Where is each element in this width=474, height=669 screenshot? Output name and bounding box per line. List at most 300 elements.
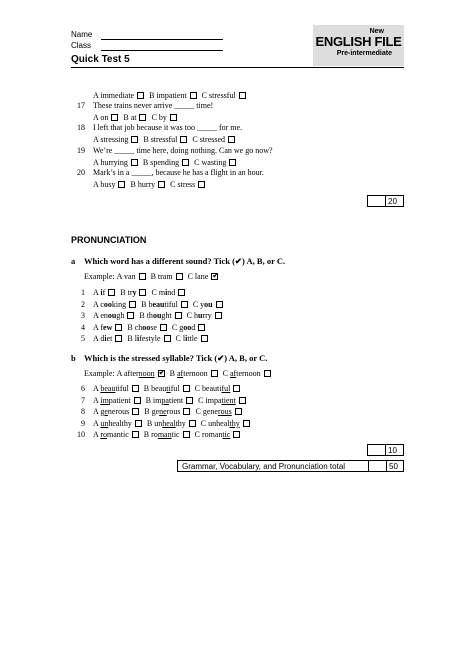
tick-box[interactable] [132,385,139,392]
question-number: 4 [81,322,85,332]
option[interactable] [93,300,138,310]
option-letter: B [142,158,151,167]
tick-box[interactable] [164,335,171,342]
header-rule [71,67,404,68]
pronunciation-score-total: 10 [388,446,397,455]
option[interactable] [117,369,167,379]
option[interactable] [198,396,248,406]
options [93,311,227,321]
option[interactable] [193,300,225,310]
option-word-highlight: i [165,288,168,297]
option-word: at [130,113,137,122]
option-letter: C [151,113,159,122]
option-stressed-syllable: beau [100,384,116,393]
option-stressed-syllable: ne [159,407,167,416]
option-letter: B [127,334,135,343]
option[interactable] [202,91,248,101]
tick-box[interactable] [183,385,190,392]
option[interactable] [187,311,224,321]
total-score-box [177,460,404,472]
tick-box[interactable] [182,159,189,166]
option-word: busy [100,180,116,189]
option[interactable] [151,272,185,282]
option[interactable] [151,288,187,298]
logo-line1: New [369,28,384,35]
options [93,384,245,394]
options-row [93,91,251,101]
option[interactable] [93,91,146,101]
tick-box[interactable] [178,289,185,296]
option-word-highlight: y [132,288,137,297]
option-stressed-syllable: tic [222,430,231,439]
option-word-part: ttle [187,334,198,343]
option-word-part: healthy [108,418,132,428]
option-letter: A [93,322,101,332]
option-word-part: nerous [107,407,130,416]
options-row [93,180,210,190]
option-letter: C [195,407,203,416]
option[interactable] [195,384,243,394]
option-letter: A [93,334,101,343]
option-letter: A [93,418,101,428]
option[interactable] [143,158,191,168]
option-word-highlight: i [104,334,107,343]
tick-box[interactable] [181,301,188,308]
option-letter: C [222,369,230,378]
option-letter: B [144,407,152,416]
option[interactable] [141,300,190,310]
option-stressed-syllable: ro [100,430,108,439]
question-number: 19 [77,146,85,155]
options-row [93,113,182,123]
tick-box[interactable] [198,324,205,331]
option[interactable] [194,158,238,168]
option-word-highlight: oo [183,322,192,332]
option-word-part: g [179,322,184,332]
option[interactable] [93,288,117,298]
option-word: impatient [156,91,187,100]
option-letter: C [186,311,194,320]
option-word-part: rous [166,407,181,416]
option-letter: C [170,180,178,189]
option-stressed-syllable: af [177,369,184,378]
question-text: Mark’s in a _____, because he has a flight in an hour. [93,168,264,177]
option-word-highlight: i [100,288,103,297]
option-word-part: d [191,322,196,332]
option[interactable] [147,419,198,429]
option-letter: B [123,113,131,122]
option[interactable] [93,419,144,429]
option-word-part: se [150,322,157,332]
options [93,407,247,417]
option-word-part: l [182,334,186,343]
options [93,419,255,429]
option[interactable] [143,135,189,145]
options [93,300,228,310]
option-letter: A [93,91,101,100]
option-stressed-syllable: pa [161,395,169,405]
option-word-part: im [152,395,162,405]
option-letter: B [143,135,151,144]
tick-box[interactable] [233,385,240,392]
tick-box[interactable] [129,301,136,308]
tick-box[interactable] [183,408,190,415]
option-letter: B [146,418,155,428]
option-word: stressing [100,135,129,144]
tick-box[interactable] [132,408,139,415]
options [93,288,190,298]
option[interactable] [188,272,221,282]
option[interactable] [170,369,220,379]
tick-box[interactable] [239,397,246,404]
option-letter: C [187,272,195,281]
option-word-part: ge [151,407,160,416]
option-word-part: ro [151,430,158,439]
option[interactable] [120,288,148,298]
option[interactable] [127,323,169,333]
option[interactable] [146,396,196,406]
option[interactable] [93,180,127,190]
option-word-part: roman [201,430,223,439]
tick-box[interactable] [201,335,208,342]
tick-box[interactable] [215,312,222,319]
option-letter: C [175,334,183,343]
total-score-input[interactable] [368,461,387,471]
tick-box[interactable] [115,335,122,342]
option-word-part: et [106,334,113,343]
option-word: hurrying [100,158,128,167]
option-word-part: ght [161,311,172,320]
option[interactable] [195,407,243,417]
tick-box[interactable] [176,273,183,280]
option-letter: C [151,288,159,297]
option-letter: B [149,91,157,100]
part-a-question: Which word has a different sound? Tick (✔) A, B, or C. [84,256,286,266]
option-word-part: gh [116,311,125,320]
option-word-highlight: ew [103,322,113,332]
option[interactable] [144,407,192,417]
option[interactable] [93,430,141,440]
option-letter: C [171,322,180,332]
tick-box[interactable] [175,312,182,319]
tick-box[interactable] [211,370,218,377]
tick-box[interactable] [134,397,141,404]
option-word-part: tic [171,430,180,439]
option-word-part: van [124,272,136,281]
tick-box[interactable] [264,370,271,377]
option-letter: A [93,180,101,189]
option-stressed-syllable: ti [166,384,171,393]
option[interactable] [93,396,143,406]
option-word-part: m [158,288,166,297]
option-letter: B [169,369,177,378]
option-letter: A [116,272,124,281]
example-label: Example: [84,272,117,281]
option-letter: A [93,288,101,297]
option-letter: B [139,311,147,320]
option-letter: B [143,430,152,439]
option-word: on [100,113,109,122]
option[interactable] [223,369,273,379]
option[interactable] [144,430,192,440]
option-word-part: f [102,288,106,297]
option-stressed-syllable: im [100,395,109,405]
option-word-part: y [200,299,205,309]
question-number: 7 [81,395,85,405]
option-letter: C [201,91,210,100]
option-word-part: ternoon [183,369,208,378]
option[interactable] [93,384,141,394]
option-word-part: festyle [139,334,161,343]
tick-box[interactable] [183,431,190,438]
option-word-part: c [100,299,104,309]
option[interactable] [201,419,252,429]
options [93,430,245,440]
option-word-part: h [193,311,198,320]
option[interactable] [93,311,136,321]
option[interactable] [176,334,210,344]
option-stressed-syllable: rous [217,407,232,416]
option[interactable] [117,272,148,282]
logo-line3: Pre-intermediate [336,50,392,57]
option-word: stress [177,180,196,189]
option[interactable] [149,91,199,101]
option-stressed-syllable: ful [221,384,231,393]
tick-box[interactable] [135,420,142,427]
grammar-score-input[interactable] [368,196,386,206]
total-score-max: 50 [389,462,398,471]
pronunciation-score-input[interactable] [368,445,386,455]
option[interactable] [144,384,192,394]
option-word-part: beauti [201,384,222,393]
option-word: by [158,113,167,122]
option-word-part: rry [202,311,212,320]
option-letter: C [200,418,209,428]
tick-box[interactable] [158,370,165,377]
option-letter: B [141,299,149,309]
tick-box[interactable] [108,289,115,296]
option-word-part: th [146,311,153,320]
tick-box[interactable] [233,431,240,438]
tick-box[interactable] [131,159,138,166]
tick-box[interactable] [235,408,242,415]
question-number: 3 [81,311,85,320]
option-word-part: b [148,299,153,309]
option-word-highlight: i [185,334,188,343]
option-word-part: gene [202,407,218,416]
option-letter: C [194,430,202,439]
option-word-part: lane [194,272,209,281]
option-letter: A [116,369,124,378]
option-word-part: mantic [107,430,129,439]
option-stressed-syllable: man [157,430,172,439]
tick-box[interactable] [229,159,236,166]
option-word: immediate [100,91,135,100]
total-label: Grammar, Vocabulary, and Pronunciation total [182,462,346,471]
options [93,323,210,333]
example-row [84,272,223,282]
question-number: 20 [77,168,85,177]
tick-box[interactable] [239,92,246,99]
english-file-logo [313,25,404,66]
question-number: 17 [77,101,85,110]
page-title: Quick Test 5 [71,54,130,65]
pronunciation-heading: PRONUNCIATION [71,235,147,245]
option-word-highlight: u [197,311,203,320]
option[interactable] [93,334,124,344]
option-letter: A [93,395,101,405]
question-number: 1 [81,288,85,297]
tick-box[interactable] [190,92,197,99]
question-number: 10 [77,430,85,439]
option[interactable] [123,113,148,123]
option-word-part: patient [108,395,131,405]
option-letter: A [93,113,101,122]
option-word-part: thy [175,418,186,428]
option-word-highlight: ou [152,311,162,320]
option-letter: A [93,158,101,167]
class-field[interactable] [101,50,223,51]
tick-box[interactable] [115,324,122,331]
option[interactable] [130,180,167,190]
tick-box[interactable] [211,273,218,280]
tick-box[interactable] [111,114,118,121]
option[interactable] [93,323,124,333]
tick-box[interactable] [118,181,125,188]
option-word-highlight: ou [204,299,213,309]
option-word-part: ternoon [236,369,261,378]
option[interactable] [93,113,120,123]
option-word: stressed [199,135,226,144]
question-text: I left that job because it was too _____ for me. [93,123,243,132]
option-word: stressful [209,91,236,100]
tick-box[interactable] [139,273,146,280]
option-word: stressful [150,135,178,144]
options [93,396,251,406]
pronunciation-score-box [367,444,404,456]
tick-box[interactable] [228,136,235,143]
question-number: 9 [81,418,85,428]
option-letter: B [130,180,138,189]
option-stressed-syllable: un [100,418,109,428]
example-label: Example: [84,369,117,378]
option[interactable] [93,158,140,168]
name-label: Name [71,30,93,39]
tick-box[interactable] [216,301,223,308]
option[interactable] [93,135,140,145]
option-word-part: tient [168,395,184,405]
option-letter: A [93,135,101,144]
tick-box[interactable] [186,397,193,404]
option-letter: C [192,135,200,144]
option[interactable] [127,334,172,344]
tick-box[interactable] [139,114,146,121]
class-label: Class [71,41,92,50]
option-word-highlight: eau [152,299,165,309]
option-word-part: f [100,322,104,332]
option-word-part: nd [167,288,176,297]
option-word-part: unheal [208,418,230,428]
tick-box[interactable] [127,312,134,319]
option-word-highlight: ou [107,311,117,320]
option[interactable] [93,407,141,417]
option-word-part: beau [151,384,167,393]
option-word-part: ful [170,384,180,393]
options-row [93,158,241,168]
tick-box[interactable] [131,136,138,143]
option-word-part: ch [134,322,143,332]
option-word-part: impa [205,395,222,405]
option-letter: A [93,299,101,309]
option-word-highlight: oo [103,299,112,309]
option-letter: C [198,395,206,405]
option-stressed-syllable: af [230,369,237,378]
option-stressed-syllable: heal [162,418,176,428]
tick-box[interactable] [160,324,167,331]
tick-box[interactable] [158,181,165,188]
tick-box[interactable] [137,92,144,99]
option-letter: C [194,384,202,393]
option-letter: A [93,384,101,393]
option-word-part: d [100,334,105,343]
option-letter: A [93,407,101,416]
grammar-score-total: 20 [388,197,397,206]
option[interactable] [170,180,207,190]
option-stressed-syllable: tient [221,395,236,405]
tick-box[interactable] [139,289,146,296]
option-letter: C [194,158,202,167]
part-b-question: Which is the stressed syllable? Tick (✔) A, B, or C. [84,353,268,363]
option-word-highlight: oo [142,322,151,332]
option-letter: A [93,430,101,439]
option-word: hurry [137,180,156,189]
option-letter: B [120,288,128,297]
example-row [84,369,276,379]
question-text: These trains never arrive _____ time! [93,101,214,110]
option[interactable] [192,135,237,145]
tick-box[interactable] [132,431,139,438]
tick-box[interactable] [198,181,205,188]
option-letter: C [192,299,201,309]
question-number: 5 [81,334,85,343]
tick-box[interactable] [170,114,177,121]
option[interactable] [151,113,178,123]
question-number: 8 [81,407,85,416]
tick-box[interactable] [243,420,250,427]
option-word-part: king [111,299,127,309]
tick-box[interactable] [189,420,196,427]
option[interactable] [195,430,243,440]
option-stressed-syllable: noon [138,369,155,378]
option-stressed-syllable: ge [100,407,108,416]
name-field[interactable] [101,39,223,40]
option-letter: B [150,272,158,281]
option-letter: B [143,384,152,393]
option-word-part: en [100,311,108,320]
option-letter: B [127,322,135,332]
option-letter: B [145,395,153,405]
options-row [93,135,240,145]
options [93,334,213,344]
option-word: spending [150,158,180,167]
option-word-part: after [124,369,139,378]
grammar-score-box [367,195,404,207]
option-word-part: tiful [115,384,129,393]
option-word-highlight: i [136,334,140,343]
tick-box[interactable] [180,136,187,143]
option[interactable] [139,311,183,321]
option[interactable] [172,323,207,333]
